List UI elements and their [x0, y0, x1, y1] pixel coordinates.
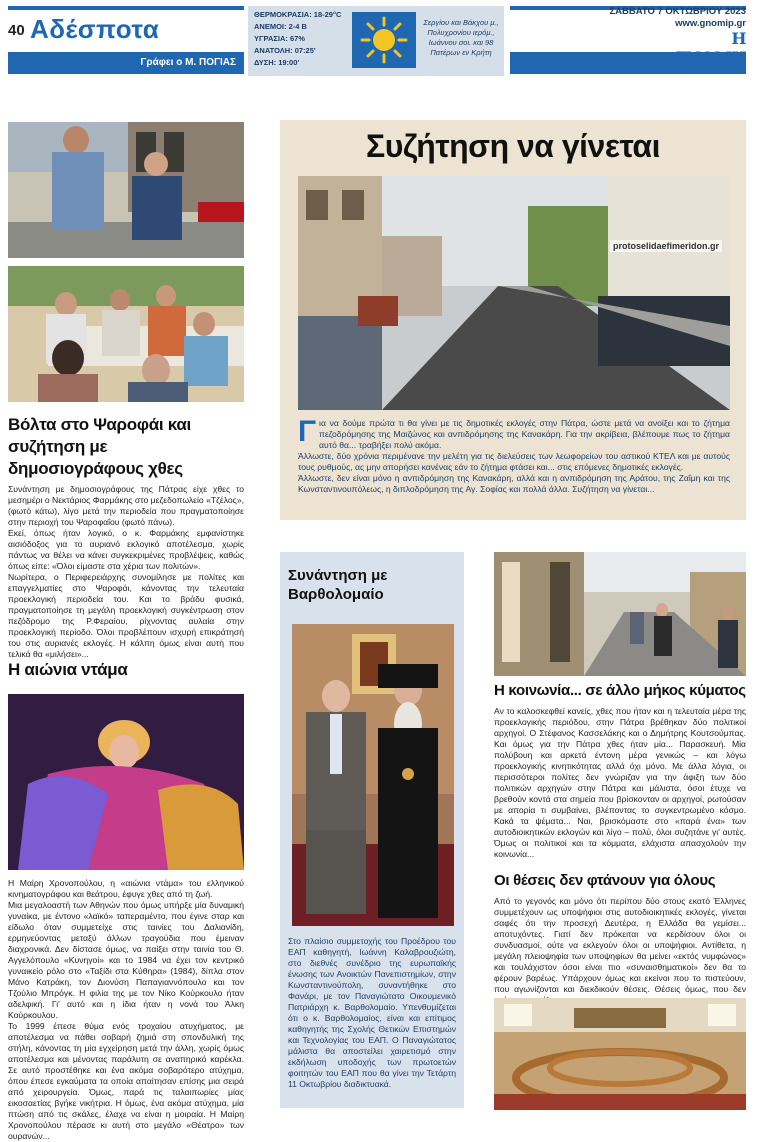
- photo-street-walk: [8, 122, 244, 258]
- feature-title: Συζήτηση να γίνεται: [366, 128, 660, 164]
- headline-volta: Βόλτα στο Ψαροφάι και συζήτηση με δημοσιογράφους χθες: [8, 415, 191, 478]
- feature-box: [280, 120, 746, 520]
- dropcap: Γ: [298, 415, 317, 448]
- article-theseis-body: Από το γεγονός και μόνο ότι περίπου δύο στους εκατό Έλληνες συμμετέχουν ως υποψήφιοι στις αυτοδιοικητικές εκλογές, γίνεται σαφές ότι την προσεχή Δευτέρα, η Ελλάδα θα γεμίσει... αποτυχόντες. Γιατί δεν πρόκειται να κερδίσουν όλοι οι συνδυασμοί, ούτε να εκλεγούν όλοι οι υποψήφιοι. Αντίθετα, η μεγάλη πλειοψηφία των υποψηφίων θα μείνει «εκτός νυμφώνος» και τουλάχιστον όσοι είναι πιο «συναισθηματικοί» δεν θα το φέρουν βαρέως. Υπάρχουν όμως και εκείνοι που το πιστεύουν, που αγωνίζονται και διεκδικούν θέσεις. Θέσεις όμως, που δεν: [494, 896, 746, 994]
- feature-body: [298, 415, 730, 495]
- meeting-box: [280, 552, 464, 1108]
- paragraph: [298, 415, 730, 451]
- weather-sunrise: ΑΝΑΤΟΛΗ: 07:25': [254, 46, 316, 55]
- meeting-headline: Συνάντηση με Βαρθολομαίο: [288, 567, 388, 603]
- paragraph: Άλλωστε, δύο χρόνια περιμένανε την μελέτη για τις διελεύσεις των λεωφορείων του αστικού ΚΤΕΛ και με αυτούς τους ρυθμούς, ας μην απορήσει κανένας εάν το ζήτημα φτάσει και... στις επόμενες δημοτικές εκλογές.: [298, 451, 730, 472]
- meeting-body: Στο πλαίσιο συμμετοχής του Προέδρου του ΕΑΠ καθηγητή, Ιωάννη Καλαβρουζιώτη, στο διεθνές συνέδριο της ευρωπαϊκής ένωσης των Ανοικτών Πανεπιστημίων, στην Κωνσταντινούπολη, συναντήθηκε στο Φανάρι, με τον Παναγιώτατο Οικουμενικό Πατριάρχη κ. Βαρθολομαίο. Υπενθυμίζεται ότι ο κ. Βαρθολομαίος, είναι και επίτιμος καθηγητής της Σχολής Θετικών Επιστημών και Τεχνολογίας του ΕΑΠ. Ο Παναγιώτατος μάλιστα θα αποστείλει χαιρετισμό στην εκδήλωση υποδοχής των πρωτοετών φοιτητών του ΕΑΠ που θα γίνει την Τετάρτη 11 Οκτωβρίου διαδικτυακά.: [288, 936, 456, 1089]
- headline-theseis: Οι θέσεις δεν φτάνουν για όλους: [494, 872, 716, 889]
- watermark: protoselidaefimeridon.gr: [610, 240, 722, 252]
- paragraph: Το 1999 έπεσε θύμα ενός τροχαίου ατυχήματος, με αποτέλεσμα να πάθει σοβαρή ζημιά στη σπονδυλική της στήλη, κάνοντας τη μία εγχείρηση μετά την άλλη, χωρίς όμως αποτέλεσμα και μένοντας παράλυτη σε αναπηρικό καρέκλα. Σε αυτό προστέθηκε και ένα ακόμα σοβαρότερο ατύχημα, όπου έπεσε εγκαύματα τα οποία απαίτησαν επίσης μια σειρά από χειρουργεία. Όμως, παρά τις ταλαιπωρίες μίας εικοσαετίας βγήκε νικήτρια. Η όμως, ένα ακόμα ατύχημα, μία πτώση από τις σκάλες, έλαχε να είναι η μοιραία. Η Μαίρη Χρονοπούλου πέρασε κι αυτή στο μεγάλο «Θέατρο» των ουρανών...: [8, 1021, 244, 1141]
- weather-winds: ΑΝΕΜΟΙ: 2-4 Β: [254, 22, 307, 31]
- issue-date: ΣΑΒΒΑΤΟ 7 ΟΚΤΩΒΡΙΟΥ 2023: [609, 6, 746, 17]
- header-bar-right: [510, 52, 746, 74]
- paragraph: Συνάντηση με δημοσιογράφους της Πάτρας είχε χθες το μεσημέρι ο Νεκτάριος Φαρμάκης στο μεζεδοπωλείο «Τζέλος», (φωτό κάτω), λίγο μετά την περιοδεία που πραγματοποίησε στην περιοχή του Ψαροφαΐου (φωτό πάνω).: [8, 484, 244, 527]
- headline-aionia-ntama: Η αιώνια ντάμα: [8, 660, 128, 679]
- page-header: [0, 0, 761, 82]
- weather-humidity: ΥΓΡΑΣΙΑ: 67%: [254, 34, 305, 43]
- photo-mairi-chronopoulou: [8, 694, 244, 870]
- headline-koinonia: Η κοινωνία... σε άλλο μήκος κύματος: [494, 682, 746, 699]
- paragraph: Νωρίτερα, ο Περιφερειάρχης συνομίλησε με πολίτες και επαγγελματίες στο Ψαροφάι, κάνοντας την τελευταία προεκλογική περιοδεία του. Και το βράδυ φυσικά, πραγματοποίησε τη μεγάλη προεκλογική συγκέντρωση στον πεζόδρομο της Ρ.Φεραίου, ρίχνοντας αυλαία στην προεκλογική περίοδο. Όλοι προβλέπουν ισχυρή επικράτησή του στις αυριανές εκλογές. Η κάλπη όμως είναι αυτή που τελικά θα «μιλήσει»...: [8, 572, 244, 659]
- photo-bartholomew-meeting: [292, 624, 454, 926]
- page-number: 40: [8, 22, 25, 39]
- weather-temperature: ΘΕΡΜΟΚΡΑΣΙΑ: 18-29°C: [254, 10, 342, 19]
- article-koinonia-body: Αν το καλοσκεφθεί κανείς, χθες που ήταν και η τελευταία μέρα της προεκλογικής περιόδου, στην Πάτρα βρέθηκαν δύο πολιτικοί αρχηγοί. Ο Στέφανος Κασσελάκης και ο Δημήτρης Κουτσούμπας. Και όμως για την Πάτρα χθες ήταν μία... Παρασκευή. Μία πολύβουη και αρκετά έντονη μέρα γενικώς – και λόγω προεκλογικής κινητικότητας αλλά όχι μόνο. Με άλλα λόγια, οι περισσότεροι πολίτες δεν γνώριζαν για την άφιξη των δύο πολιτικών αρχηγών στην Πάτρα και μάλιστα, όσοι έτυχε να βρεθούν κοντά στα σημεία που βρίσκονταν οι αρχηγοί, ρωτούσαν με απορία τι συμβαίνει, βλέποντας το συγκεντρωμένο κόσμο. Κακά τα ψέματα... Ναι, βρισκόμαστε στο «παρά ένα» των αυτοδιοικητικών εκλογών και λίγο – πολύ, όλοι συζητάνε γι' αυτές. Όμως οι πολιτικοί και τα κόμματα, ελάχιστα απασχολούν την κοινωνία...: [494, 706, 746, 859]
- bureau-label: Γράφει ο Μ. ΠΟΓΙΑΣ: [8, 52, 244, 74]
- article-volta-body: [8, 484, 244, 660]
- weather-sunset: ΔΥΣΗ: 19:00': [254, 58, 300, 67]
- header-rule-left: [8, 6, 244, 10]
- weather-list: [254, 9, 341, 69]
- section-title: Αδέσποτα: [30, 14, 160, 44]
- article-aionia-ntama-body: [8, 878, 244, 1142]
- newspaper-logo: Η: [731, 29, 746, 48]
- photo-council-chamber: [494, 998, 746, 1110]
- paragraph: Μια μεγαλοαστή των Αθηνών που όμως υπήρξε μία δυναμική γυναίκα, με έντονο «λαϊκό» ταπεραμέντο, που έγινε σταρ και είδωλο όταν συμμετείχε στις ταινίες του Δαλιανίδη, ερμηνεύοντας μεταξύ άλλων τραγούδια που έμειναν διαχρονικά. Δεν δίστασε όμως, να παίξει στην ταινία του Θ. Αγγελόπουλο «Κυνηγοί» και το 1984 να έχει τον κεντρικό γυναικείο ρόλο στο «Ταξίδι στα Κύθηρα» (1984), δίπλα στον Μάνο Κατράκη, τον Διονύση Παπαγιαννόπουλο και τον Τζούλιο Μπρόγκ. Η φιλία της με τον Νίκο Κούρκουλο ήταν αδελφική. Γι' αυτό και η ίδια ήταν η νονά του Άλκη Κούρκουλου.: [8, 900, 244, 1020]
- sun-icon: [352, 12, 416, 68]
- paragraph-text: ια να δούμε πρώτα τι θα γίνει με τις δημοτικές εκλογές στην Πάτρα, ώστε μετά να ανοίξει και το ζήτημα πεζοδρόμησης της Μαιζώνος και ανπιδρόμησης της Κανακάρη. Για την ακρίβεια, βλέπουμε πως το ζήτημα αυτό θα... τραβήξει πολύ ακόμα.: [319, 418, 730, 450]
- weather-box: [248, 6, 504, 76]
- photo-street-kanakari: [298, 176, 730, 410]
- photo-patras-street: [494, 552, 746, 676]
- photo-journalists-table: [8, 266, 244, 402]
- paragraph: Άλλωστε, δεν είναι μόνο η ανπιδρόμηση της Κανακάρη, αλλά και η ανπιδρόμηση της Αράτου, της Ζαΐμη και της Κωνσταντινουπόλεως, η διπλοδρόμηση της Αγ. Σοφίας και πολλά άλλα. Συζήτηση να γίνεται...: [298, 473, 730, 494]
- paragraph: Εκεί, όπως ήταν λογικό, ο κ. Φαρμάκης εμφανίστηκε αισιόδοξος για το αυριανό εκλογικό αποτέλεσμα, χωρίς πάντως να θέλει να κάνει συγκεκριμένες προβλέψεις, καθώς όπως είπε: «Όλοι είμαστε στα χέρια των πολιτών».: [8, 528, 244, 571]
- saints-note: Σεργίου και Βάκχου μ., Πολυχρονίου ιερόμ., Ιωάννου σοι. και 98 Πατέρων εν Κρήτη: [423, 18, 499, 57]
- paragraph: Η Μαίρη Χρονοπούλου, η «αιώνια ντάμα» του ελληνικού κινηματογράφου και θεάτρου, έφυγε χθες από τη ζωή.: [8, 878, 244, 899]
- website-link[interactable]: www.gnomip.gr: [675, 18, 746, 29]
